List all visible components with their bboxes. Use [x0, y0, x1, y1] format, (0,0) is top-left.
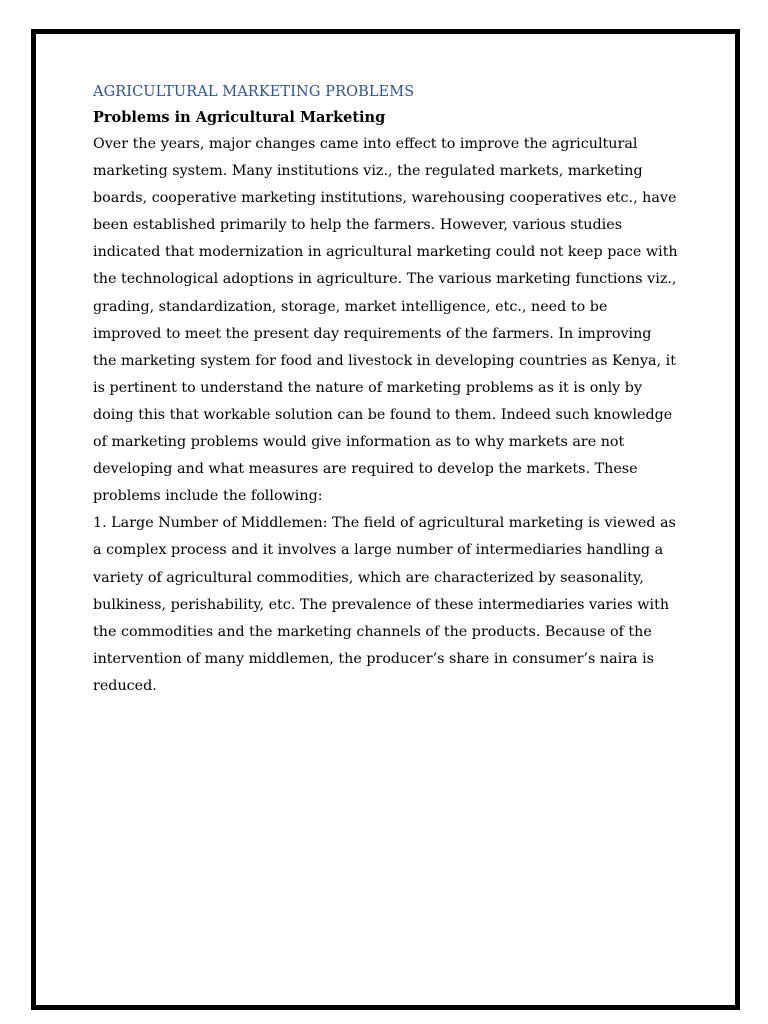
document-body	[93, 80, 678, 700]
middlemen-paragraph: 1. Large Number of Middlemen: The field of agricultural marketing is viewed as a complex process and it involves a large number of intermediaries handling a variety of agricultural commodities, which are characterized by seasonality, bulkiness, perishability, etc. The prevalence of these intermediaries varies with the commodities and the marketing channels of the products. Because of the intervention of many middlemen, the producer’s share in consumer’s naira is reduced.	[93, 515, 676, 694]
intro-paragraph: Over the years, major changes came into effect to improve the agricultural marketing system. Many institutions viz., the regulated markets, marketing boards, cooperative marketing institutions, warehousing cooperatives etc., have been established primarily to help the farmers. However, various studies indicated that modernization in agricultural marketing could not keep pace with the technological adoptions in agriculture. The various marketing functions viz., grading, standardization, storage, market intelligence, etc., need to be improved to meet the present day requirements of the farmers. In improving the marketing system for food and livestock in developing countries as Kenya, it is pertinent to understand the nature of marketing problems as it is only by doing this that workable solution can be found to them. Indeed such knowledge of marketing problems would give information as to why markets are not developing and what measures are required to develop the markets. These problems include the following:	[93, 136, 678, 505]
document-heading: AGRICULTURAL MARKETING PROBLEMS	[93, 84, 415, 100]
section-subheading: Problems in Agricultural Marketing	[93, 109, 386, 126]
